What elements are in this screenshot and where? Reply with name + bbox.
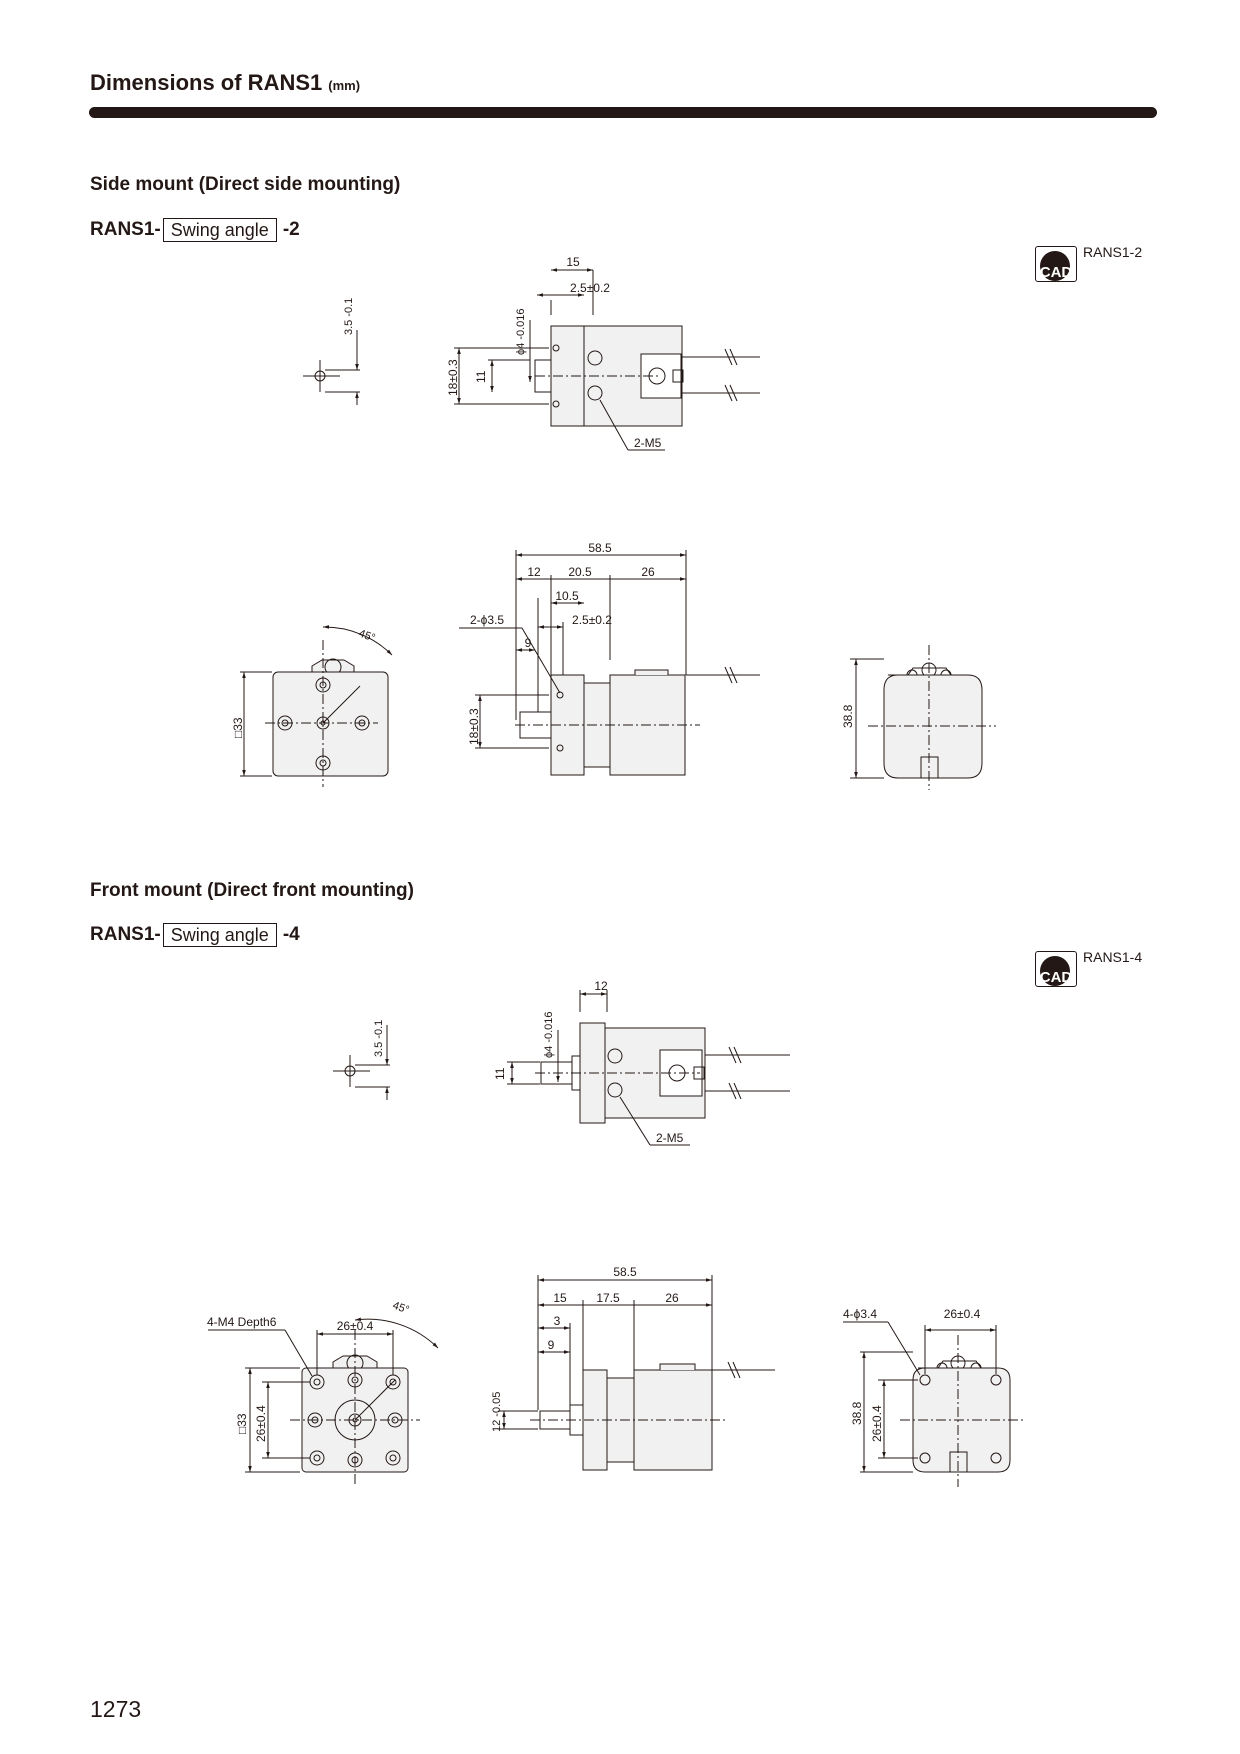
side-side-dim-flange: 2.5±0.2 bbox=[572, 613, 612, 627]
front-side-dim-c: 26 bbox=[665, 1291, 679, 1305]
front-mount-model-prefix: RANS1- bbox=[90, 924, 161, 945]
front-rear-dim-pitch-x: 26±0.4 bbox=[943, 1307, 981, 1321]
front-front-dim-pitch-y: 26±0.4 bbox=[254, 1405, 268, 1442]
cad-icon: CAD bbox=[1035, 246, 1077, 282]
side-side-dim-height: 18±0.3 bbox=[467, 708, 481, 745]
side-mount-front-view bbox=[240, 627, 392, 787]
side-side-dim-a: 12 bbox=[527, 565, 541, 579]
side-side-dim-c: 26 bbox=[641, 565, 655, 579]
side-top-dim-height: 18±0.3 bbox=[446, 359, 460, 396]
side-mount-cad-label: RANS1-2 bbox=[1083, 244, 1143, 260]
side-top-dim-key: 3.5 -0.1 bbox=[343, 297, 355, 335]
side-top-note-screws: 2-M5 bbox=[634, 436, 662, 450]
front-rear-dim-pitch-y: 26±0.4 bbox=[870, 1405, 884, 1442]
side-side-dim-overall: 58.5 bbox=[588, 541, 612, 555]
side-mount-rear-view bbox=[850, 645, 996, 790]
side-mount-key-detail bbox=[303, 330, 360, 405]
front-top-note-screws: 2-M5 bbox=[656, 1131, 684, 1145]
page-number: 1273 bbox=[90, 1696, 142, 1722]
side-front-dim-square: □33 bbox=[231, 717, 245, 738]
front-mount-front-view bbox=[208, 1319, 438, 1487]
side-mount-heading: Side mount (Direct side mounting) bbox=[90, 174, 401, 195]
front-mount-model-suffix: -4 bbox=[282, 924, 300, 945]
side-side-dim-b: 20.5 bbox=[568, 565, 592, 579]
front-mount-heading: Front mount (Direct front mounting) bbox=[90, 880, 414, 901]
cad-icon: CAD bbox=[1035, 951, 1077, 987]
front-mount-model-box: Swing angle bbox=[163, 923, 277, 947]
side-mount-side-view bbox=[459, 550, 760, 775]
side-top-dim-shaft: ϕ4 -0.016 bbox=[515, 308, 527, 355]
front-rear-dim-height: 38.8 bbox=[850, 1401, 864, 1425]
side-side-dim-shaft: 9 bbox=[524, 636, 532, 650]
front-top-dim-width: 12 bbox=[594, 979, 608, 993]
front-front-dim-pitch-x: 26±0.4 bbox=[336, 1319, 374, 1333]
front-mount-cad-label: RANS1-4 bbox=[1083, 949, 1143, 965]
front-side-dim-a: 15 bbox=[553, 1291, 567, 1305]
front-top-dim-shaft: ϕ4 -0.016 bbox=[543, 1011, 555, 1058]
side-mount-model-prefix: RANS1- bbox=[90, 219, 161, 240]
side-mount-model-suffix: -2 bbox=[282, 219, 300, 240]
side-side-dim-d: 10.5 bbox=[555, 589, 579, 603]
side-top-dim-flange: 2.5±0.2 bbox=[570, 281, 610, 295]
front-side-dim-shaft: 9 bbox=[547, 1338, 555, 1352]
side-top-dim-offset: 11 bbox=[474, 370, 488, 383]
front-side-dim-height: 12 -0.05 bbox=[491, 1391, 503, 1432]
front-side-dim-d: 3 bbox=[553, 1314, 561, 1328]
front-side-dim-b: 17.5 bbox=[596, 1291, 620, 1305]
page-title-unit: (mm) bbox=[328, 78, 361, 93]
side-top-dim-width: 15 bbox=[566, 255, 580, 269]
front-side-dim-overall: 58.5 bbox=[613, 1265, 637, 1279]
side-mount-model-box: Swing angle bbox=[163, 218, 277, 242]
page-title-text: Dimensions of RANS1 bbox=[90, 70, 323, 95]
side-mount-top-view bbox=[454, 270, 760, 450]
front-front-dim-square: □33 bbox=[235, 1413, 249, 1434]
front-rear-note-holes: 4-ϕ3.4 bbox=[843, 1307, 878, 1321]
side-side-dim-holes: 2-ϕ3.5 bbox=[470, 613, 505, 627]
front-front-note-holes: 4-M4 Depth6 bbox=[207, 1315, 277, 1329]
front-mount-side-view bbox=[498, 1275, 775, 1470]
front-top-dim-key: 3.5 -0.1 bbox=[373, 1019, 385, 1057]
front-mount-rear-view bbox=[843, 1322, 1025, 1487]
front-top-dim-offset: 11 bbox=[493, 1067, 507, 1080]
front-front-angle: 45° bbox=[390, 1299, 411, 1317]
side-rear-dim-height: 38.8 bbox=[841, 704, 855, 728]
side-front-angle: 45° bbox=[356, 627, 377, 645]
